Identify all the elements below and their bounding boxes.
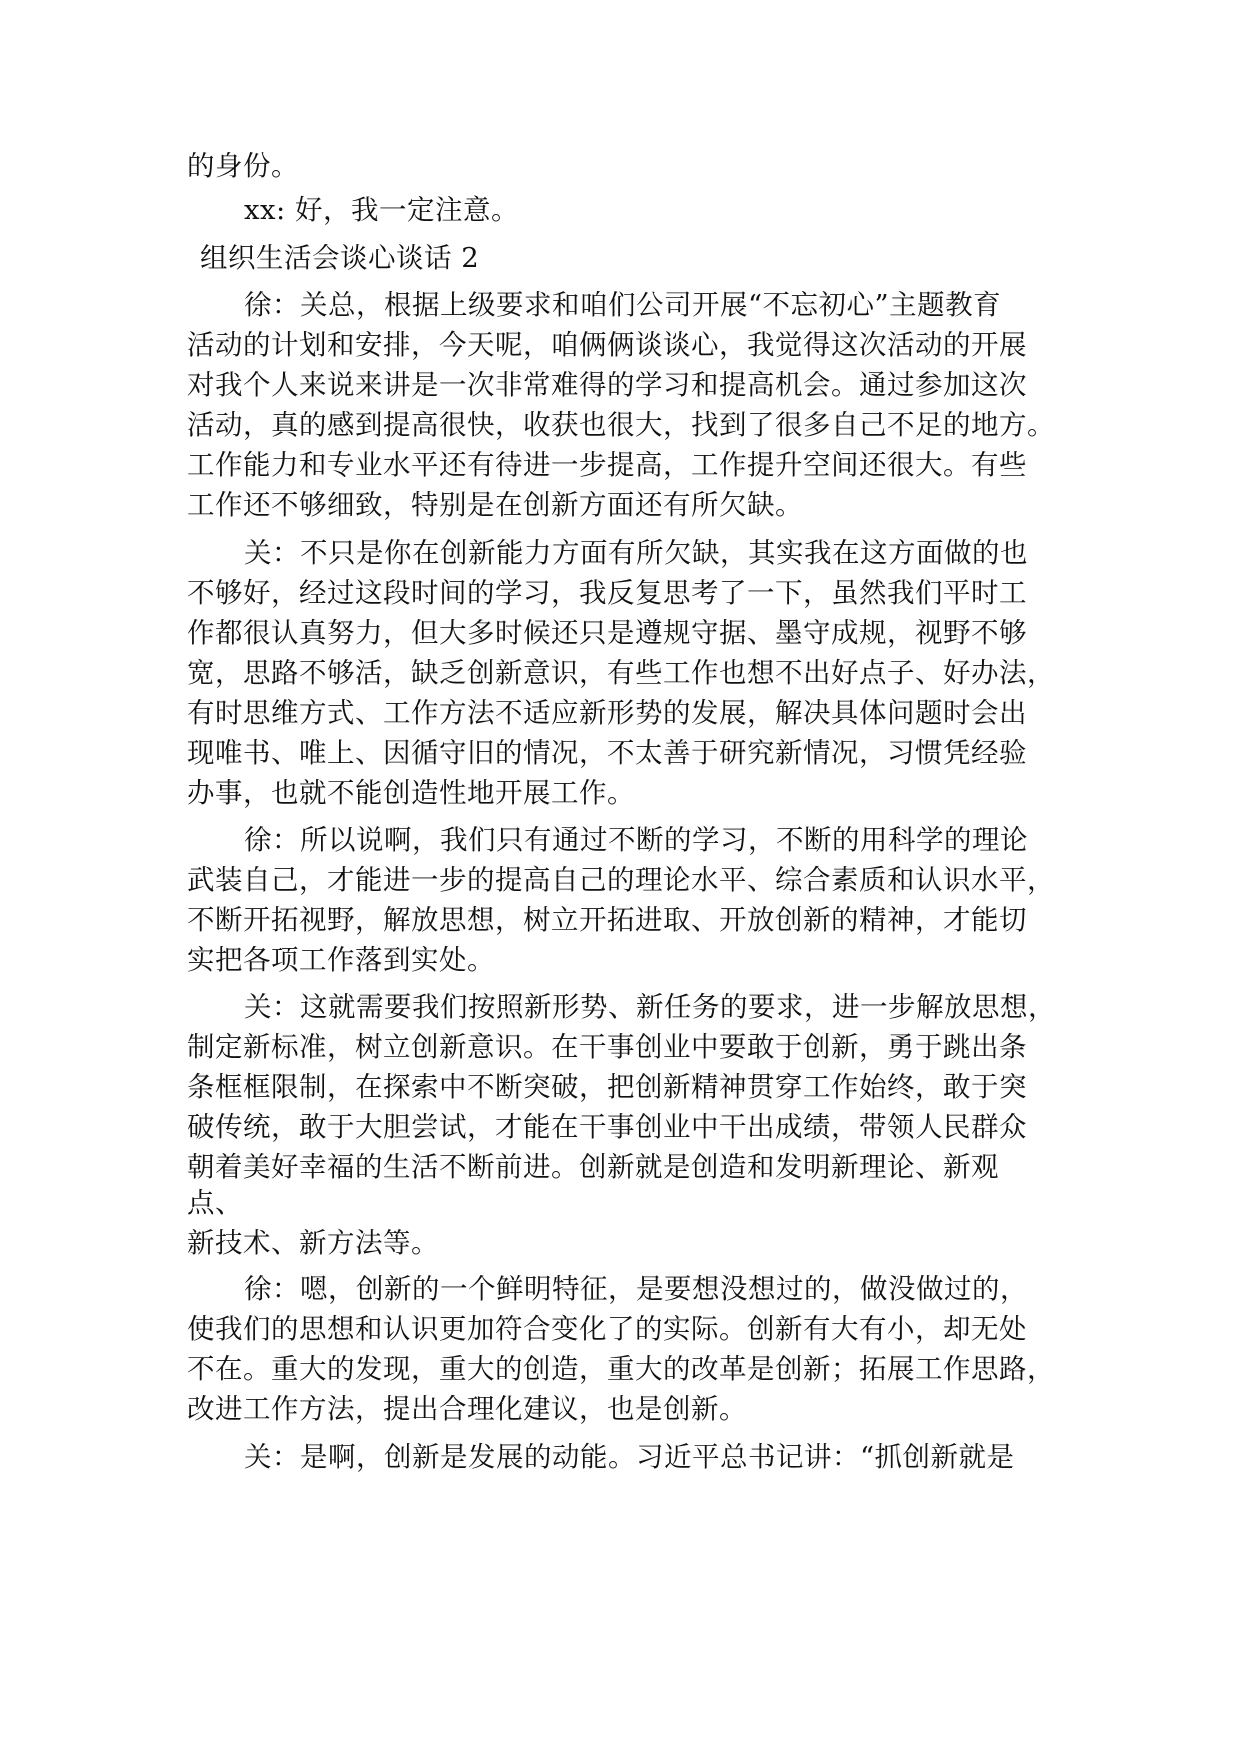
- text-line: xx: 好，我一定注意。: [244, 194, 520, 226]
- text-line: 条框框限制，在探索中不断突破，把创新精神贯穿工作始终，敢于突: [187, 1071, 1027, 1103]
- text-line: 活动，真的感到提高很快，收获也很大，找到了很多自己不足的地方。: [187, 409, 1055, 441]
- text-line: 关：这就需要我们按照新形势、新任务的要求，进一步解放思想，: [244, 991, 1056, 1023]
- text-line: 的身份。: [187, 150, 299, 182]
- text-line: 不够好，经过这段时间的学习，我反复思考了一下，虽然我们平时工: [187, 577, 1027, 609]
- text-line: 现唯书、唯上、因循守旧的情况，不太善于研究新情况，习惯凭经验: [187, 737, 1027, 769]
- text-line: 徐：所以说啊，我们只有通过不断的学习，不断的用科学的理论: [244, 824, 1028, 856]
- text-line: 武装自己，才能进一步的提高自己的理论水平、综合素质和认识水平，: [187, 864, 1055, 896]
- text-line: 朝着美好幸福的生活不断前进。创新就是创造和发明新理论、新观: [187, 1151, 999, 1183]
- text-line: 不断开拓视野，解放思想，树立开拓进取、开放创新的精神，才能切: [187, 904, 1027, 936]
- text-line: 活动的计划和安排，今天呢，咱俩俩谈谈心，我觉得这次活动的开展: [187, 329, 1027, 361]
- text-line: 宽，思路不够活，缺乏创新意识，有些工作也想不出好点子、好办法，: [187, 657, 1055, 689]
- text-line: 作都很认真努力，但大多时候还只是遵规守据、墨守成规，视野不够: [187, 617, 1027, 649]
- text-line: 对我个人来说来讲是一次非常难得的学习和提高机会。通过参加这次: [187, 369, 1027, 401]
- text-line: 制定新标准，树立创新意识。在干事创业中要敢于创新，勇于跳出条: [187, 1031, 1027, 1063]
- text-line: 工作还不够细致，特别是在创新方面还有所欠缺。: [187, 489, 803, 521]
- text-line: 有时思维方式、工作方法不适应新形势的发展，解决具体问题时会出: [187, 697, 1027, 729]
- text-line: 工作能力和专业水平还有待进一步提高，工作提升空间还很大。有些: [187, 449, 1027, 481]
- text-line: 使我们的思想和认识更加符合变化了的实际。创新有大有小，却无处: [187, 1313, 1027, 1345]
- text-line: 不在。重大的发现，重大的创造，重大的改革是创新；拓展工作思路，: [187, 1353, 1055, 1385]
- section-heading: 组织生活会谈心谈话 2: [200, 242, 480, 274]
- text-line: 关：是啊，创新是发展的动能。习近平总书记讲：“抓创新就是: [244, 1441, 1015, 1473]
- text-line: 徐：嗯，创新的一个鲜明特征，是要想没想过的，做没做过的，: [244, 1273, 1028, 1305]
- text-line: 实把各项工作落到实处。: [187, 944, 495, 976]
- text-line: 关：不只是你在创新能力方面有所欠缺，其实我在这方面做的也: [244, 537, 1028, 569]
- text-line: 徐：关总，根据上级要求和咱们公司开展“不忘初心”主题教育: [244, 289, 1002, 321]
- text-line: 破传统，敢于大胆尝试，才能在干事创业中干出成绩，带领人民群众: [187, 1111, 1027, 1143]
- text-line: 改进工作方法，提出合理化建议，也是创新。: [187, 1393, 747, 1425]
- text-line: 新技术、新方法等。: [187, 1227, 439, 1259]
- text-line: 点、: [187, 1187, 243, 1219]
- text-line: 办事，也就不能创造性地开展工作。: [187, 777, 635, 809]
